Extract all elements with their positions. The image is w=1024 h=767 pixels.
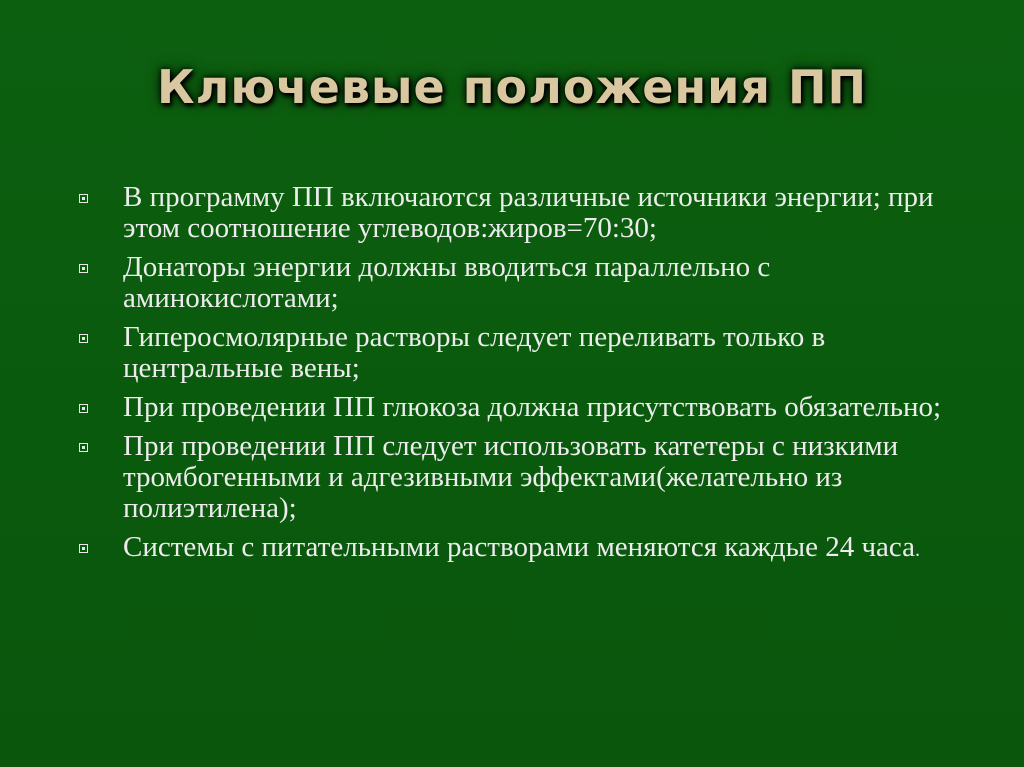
square-bullet-icon [79, 194, 88, 203]
square-bullet-icon [79, 404, 88, 413]
bullet-list [78, 182, 978, 574]
bullet-item [78, 182, 978, 244]
square-bullet-icon [79, 544, 88, 553]
bullet-item [78, 322, 978, 384]
square-bullet-icon [79, 443, 88, 452]
square-bullet-icon [79, 334, 88, 343]
bullet-text: Гиперосмолярные растворы следует переливать только в центральные вены; [123, 321, 826, 384]
slide-title: Ключевые положения ПП [157, 60, 867, 114]
bullet-text-tail: . [915, 539, 921, 561]
bullet-text: Системы с питательными растворами меняются каждые 24 часа [123, 531, 916, 563]
bullet-text: При проведении ПП глюкоза должна присутствовать обязательно; [123, 391, 942, 423]
bullet-text: При проведении ПП следует использовать катетеры с низкими тромбогенными и адгезивными эффектами(желательно из полиэтилена); [123, 430, 899, 524]
bullet-item [78, 392, 978, 423]
bullet-item [78, 431, 978, 524]
bullet-item [78, 532, 978, 566]
square-bullet-icon [79, 264, 88, 273]
bullet-item [78, 252, 978, 314]
bullet-text: В программу ПП включаются различные источники энергии; при этом соотношение углеводов:жиров=70:30; [123, 181, 934, 244]
bullet-text: Донаторы энергии должны вводиться параллельно с аминокислотами; [123, 251, 771, 314]
